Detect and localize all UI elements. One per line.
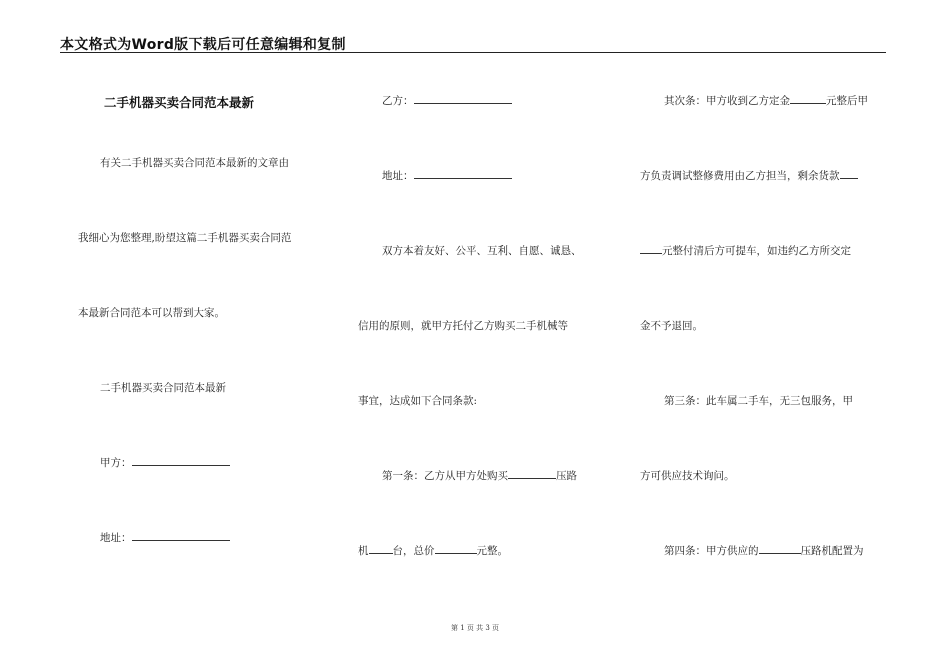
party-a-label: 甲方： [100, 457, 132, 469]
principle-line-1: 双方本着友好、公平、互利、自愿、诚恳、 [382, 245, 582, 257]
article-1-blank-2 [369, 543, 393, 554]
article-2-line-2 [640, 168, 858, 183]
party-b-label: 乙方： [382, 95, 414, 107]
principle-line-2: 信用的原则，就甲方托付乙方购买二手机械等 [358, 320, 568, 332]
address-a-field [100, 530, 230, 545]
article-1-text-e: 元整。 [476, 545, 508, 557]
intro-line-2: 我细心为您整理,盼望这篇二手机器买卖合同范 [78, 232, 292, 244]
article-4-blank-1 [759, 543, 801, 554]
article-1-blank-1 [508, 468, 556, 479]
address-b-blank [414, 168, 512, 179]
article-2-blank-1 [790, 93, 826, 104]
article-4-text-b: 压路机配置为 [800, 545, 864, 557]
address-b-field [382, 168, 512, 183]
article-1-text-b: 压路 [556, 470, 577, 482]
party-b-field [382, 93, 512, 108]
principle-line-3: 事宜，达成如下合同条款: [358, 395, 478, 407]
article-4-text-a: 第四条：甲方供应的 [664, 545, 759, 557]
article-1-text-d: 台，总价 [392, 545, 435, 557]
address-a-label: 地址： [100, 532, 132, 544]
article-4-line-1 [664, 543, 864, 558]
document-title: 二手机器买卖合同范本最新 [104, 95, 255, 110]
article-2-line-1 [664, 93, 868, 108]
article-2-text-d: 元整付清后方可提车，如违约乙方所交定 [662, 245, 851, 257]
article-2-line-4: 金不予退回。 [640, 320, 703, 332]
article-1-text-c: 机 [358, 545, 369, 557]
article-2-text-c: 方负责调试整修费用由乙方担当，剩余货款 [640, 170, 840, 182]
intro-line-1: 有关二手机器买卖合同范本最新的文章由 [100, 157, 289, 169]
article-1-text-a: 第一条：乙方从甲方处购买 [382, 470, 508, 482]
address-a-blank [132, 530, 230, 541]
article-2-line-3 [640, 243, 851, 258]
document-banner: 本文格式为Word版下载后可任意编辑和复制 [60, 37, 346, 53]
article-3-line-1: 第三条：此车属二手车，无三包服务，甲 [664, 395, 853, 407]
intro-line-3: 本最新合同范本可以帮到大家。 [78, 307, 225, 319]
article-1-blank-3 [435, 543, 477, 554]
page-number: 第 1 页 共 3 页 [450, 624, 500, 632]
article-2-text-a: 其次条：甲方收到乙方定金 [664, 95, 790, 107]
article-2-blank-2 [840, 168, 858, 179]
article-2-text-b: 元整后甲 [826, 95, 868, 107]
party-a-field [100, 455, 230, 470]
party-b-blank [414, 93, 512, 104]
address-b-label: 地址： [382, 170, 414, 182]
article-1-line-2 [358, 543, 508, 558]
banner-divider [60, 52, 886, 53]
article-3-line-2: 方可供应技术询问。 [640, 470, 735, 482]
contract-subtitle: 二手机器买卖合同范本最新 [100, 382, 226, 394]
article-1-line-1 [382, 468, 577, 483]
party-a-blank [132, 455, 230, 466]
article-2-blank-3 [640, 243, 662, 254]
